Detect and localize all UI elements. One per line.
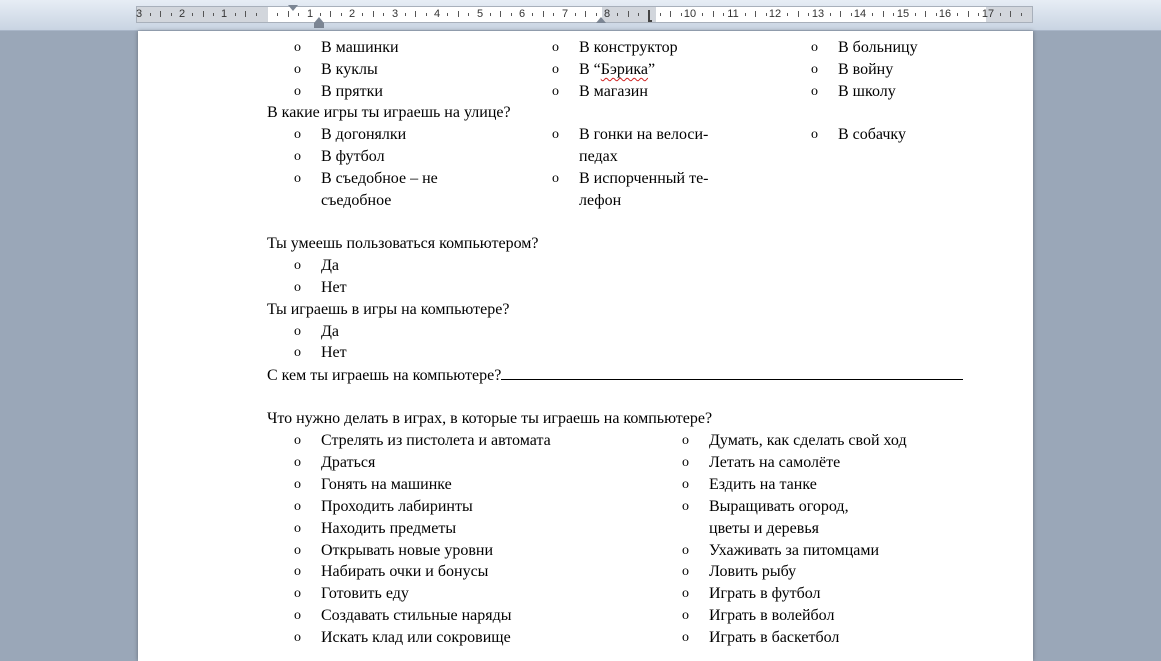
ruler-tick <box>670 11 671 17</box>
ruler-tick <box>532 13 533 16</box>
list-item: Драться <box>321 453 376 471</box>
ruler-tick <box>150 13 151 16</box>
bullet: o <box>294 630 301 646</box>
ruler-number: 4 <box>433 8 441 20</box>
bullet: o <box>682 630 689 646</box>
ruler-tick <box>426 13 427 16</box>
ruler-tick <box>245 11 246 17</box>
ruler-number: 16 <box>938 8 952 20</box>
ruler-number: 14 <box>853 8 867 20</box>
ruler-number: 5 <box>476 8 484 20</box>
list-item: Ловить рыбу <box>709 563 797 581</box>
ruler-tick <box>915 13 916 16</box>
ruler-tick <box>490 13 491 16</box>
ruler-number: 10 <box>683 8 697 20</box>
ruler-tick <box>341 13 342 16</box>
ruler-number: 2 <box>178 8 186 20</box>
list-item: Искать клад или сокровище <box>321 629 511 647</box>
ruler-tick <box>925 11 926 17</box>
bullet: o <box>682 542 689 558</box>
list-item: Играть в баскетбол <box>709 629 840 647</box>
list-item: Летать на самолёте <box>709 453 841 471</box>
list-item: Готовить еду <box>321 585 409 603</box>
question-with-whom: С кем ты играешь на компьютере? <box>267 365 963 387</box>
ruler-tick <box>766 13 767 16</box>
list-item: В собачку <box>838 126 906 143</box>
ruler-tick <box>628 11 629 17</box>
bullet: o <box>294 127 301 142</box>
ruler-number: 8 <box>603 8 611 20</box>
ruler-tick <box>872 13 873 16</box>
ruler-number: 1 <box>220 8 228 20</box>
ruler-number: 6 <box>518 8 526 20</box>
list-item: Думать, как сделать свой ход <box>709 432 907 449</box>
ruler-number: 7 <box>561 8 569 20</box>
ruler-tick <box>660 13 661 16</box>
ruler-tick <box>320 13 321 16</box>
bullet: o <box>682 454 689 470</box>
ruler-tick <box>702 13 703 16</box>
bullet: o <box>294 433 301 448</box>
list-item: В школу <box>838 83 896 100</box>
ruler-tick <box>638 13 639 16</box>
bullet: o <box>294 345 301 360</box>
list-item-continuation: лефон <box>579 192 622 209</box>
list-item: В догонялки <box>321 126 407 143</box>
ruler-tick <box>723 13 724 16</box>
ruler-number: 13 <box>811 8 825 20</box>
ruler-tick <box>458 11 459 17</box>
misspelled-word: Бэрика <box>600 61 649 78</box>
ruler-tick <box>883 11 884 17</box>
ruler-tick <box>1000 13 1001 16</box>
ruler-tick <box>1021 13 1022 16</box>
ruler-tick <box>235 13 236 16</box>
ruler-tick <box>787 13 788 16</box>
question-computer-use: Ты умеешь пользоваться компьютером? <box>267 235 539 252</box>
bullet: o <box>552 62 559 77</box>
ruler-tick <box>553 13 554 16</box>
ruler-tick <box>968 11 969 17</box>
list-item: В магазин <box>579 83 648 100</box>
list-item: Выращивать огород, <box>709 497 849 515</box>
list-item: Находить предметы <box>321 519 457 537</box>
ruler-tick <box>1010 11 1011 17</box>
ruler-tick <box>575 13 576 16</box>
bullet: o <box>294 476 301 492</box>
bullet: o <box>294 564 301 580</box>
list-item: В “Бэрика” <box>579 61 656 78</box>
list-item: Создавать стильные наряды <box>321 607 512 625</box>
ruler-number: 15 <box>896 8 910 20</box>
list-item: Гонять на машинке <box>321 475 452 493</box>
list-item: В конструктор <box>579 39 678 56</box>
horizontal-ruler[interactable] <box>0 0 1161 31</box>
ruler-number: 1 <box>306 8 314 20</box>
bullet: o <box>294 171 301 186</box>
bullet: o <box>294 280 301 295</box>
ruler-tick <box>447 13 448 16</box>
ruler-tick <box>978 13 979 16</box>
ruler-tick <box>830 13 831 16</box>
answer-yes: Да <box>321 257 340 274</box>
list-item: Стрелять из пистолета и автомата <box>321 432 551 449</box>
bullet: o <box>294 84 301 99</box>
tab-stop-marker[interactable] <box>648 10 652 22</box>
bullet: o <box>294 542 301 558</box>
bullet: o <box>294 586 301 602</box>
ruler-tick <box>160 11 161 17</box>
bullet: o <box>811 40 818 55</box>
list-item: В больницу <box>838 39 918 56</box>
question-outdoor-games: В какие игры ты играешь на улице? <box>267 104 511 121</box>
bullet: o <box>811 62 818 77</box>
list-item: В прятки <box>321 83 383 100</box>
ruler-tick <box>288 11 289 17</box>
list-item: В машинки <box>321 39 399 56</box>
answer-no: Нет <box>321 279 347 296</box>
list-item: Открывать новые уровни <box>321 541 494 559</box>
bullet: o <box>294 258 301 273</box>
ruler-tick <box>585 11 586 17</box>
bullet: o <box>294 62 301 77</box>
list-item: В съедобное – не <box>321 170 438 187</box>
question-what-to-do: Что нужно делать в играх, в которые ты играешь на компьютере? <box>267 410 713 427</box>
ruler-tick <box>500 11 501 17</box>
bullet: o <box>682 433 689 448</box>
list-item-continuation: цветы и деревья <box>709 519 819 537</box>
list-item-continuation: педах <box>579 148 618 165</box>
bullet: o <box>552 40 559 55</box>
ruler-tick <box>851 13 852 16</box>
ruler-tick <box>383 13 384 16</box>
list-item: В футбол <box>321 148 385 165</box>
bullet: o <box>294 149 301 164</box>
ruler-tick <box>617 13 618 16</box>
list-item: В испорченный те- <box>579 170 709 187</box>
bullet: o <box>682 586 689 602</box>
ruler-tick <box>405 13 406 16</box>
ruler-tick <box>298 13 299 16</box>
ruler-tick <box>330 11 331 17</box>
list-item: В войну <box>838 61 894 78</box>
ruler-number: 3 <box>135 8 143 20</box>
ruler-tick <box>596 13 597 16</box>
bullet: o <box>294 520 301 536</box>
bullet: o <box>552 171 559 186</box>
bullet: o <box>682 498 689 514</box>
list-item: Играть в футбол <box>709 585 821 603</box>
bullet: o <box>682 564 689 580</box>
ruler-tick <box>256 13 257 16</box>
document-page[interactable] <box>138 31 1033 661</box>
bullet: o <box>811 84 818 99</box>
ruler-tick <box>713 11 714 17</box>
ruler-tick <box>893 13 894 16</box>
list-item: Ухаживать за питомцами <box>709 541 880 559</box>
ruler-number: 11 <box>727 8 739 20</box>
ruler-tick <box>277 13 278 16</box>
answer-yes: Да <box>321 323 340 340</box>
bullet: o <box>552 84 559 99</box>
bullet: o <box>294 324 301 339</box>
ruler-tick <box>755 11 756 17</box>
list-item: Проходить лабиринты <box>321 497 473 515</box>
ruler-tick <box>936 13 937 16</box>
ruler-tick <box>808 13 809 16</box>
list-item: Ездить на танке <box>709 475 817 493</box>
bullet: o <box>294 608 301 624</box>
ruler-tick <box>798 11 799 17</box>
answer-no: Нет <box>321 344 347 361</box>
ruler-tick <box>468 13 469 16</box>
ruler-tick <box>681 13 682 16</box>
ruler-tick <box>373 11 374 17</box>
bullet: o <box>682 608 689 624</box>
ruler-number: 12 <box>768 8 782 20</box>
ruler-tick <box>362 13 363 16</box>
ruler-tick <box>840 11 841 17</box>
bullet: o <box>811 127 818 142</box>
bullet: o <box>294 498 301 514</box>
list-item: Играть в волейбол <box>709 607 835 625</box>
ruler-tick <box>543 11 544 17</box>
ruler-number: 2 <box>348 8 356 20</box>
bullet: o <box>552 127 559 142</box>
ruler-tick <box>511 13 512 16</box>
list-item: В гонки на велоси- <box>579 126 709 143</box>
list-item: Набирать очки и бонусы <box>321 563 489 581</box>
ruler-tick <box>745 13 746 16</box>
first-line-indent-marker[interactable] <box>288 5 298 11</box>
ruler-tick <box>957 13 958 16</box>
ruler-tick <box>213 13 214 16</box>
ruler-number: 3 <box>391 8 399 20</box>
ruler-tick <box>203 11 204 17</box>
right-indent-marker[interactable] <box>596 17 606 23</box>
ruler-number: 17 <box>981 8 995 20</box>
bullet: o <box>682 476 689 492</box>
question-computer-games: Ты играешь в игры на компьютере? <box>267 301 510 318</box>
left-indent-marker[interactable] <box>314 23 324 28</box>
answer-blank-line <box>501 365 963 380</box>
ruler-tick <box>171 13 172 16</box>
list-item-continuation: съедобное <box>321 192 392 209</box>
bullet: o <box>294 454 301 470</box>
list-item: В куклы <box>321 61 378 78</box>
bullet: o <box>294 40 301 55</box>
ruler-tick <box>415 11 416 17</box>
ruler-tick <box>192 13 193 16</box>
